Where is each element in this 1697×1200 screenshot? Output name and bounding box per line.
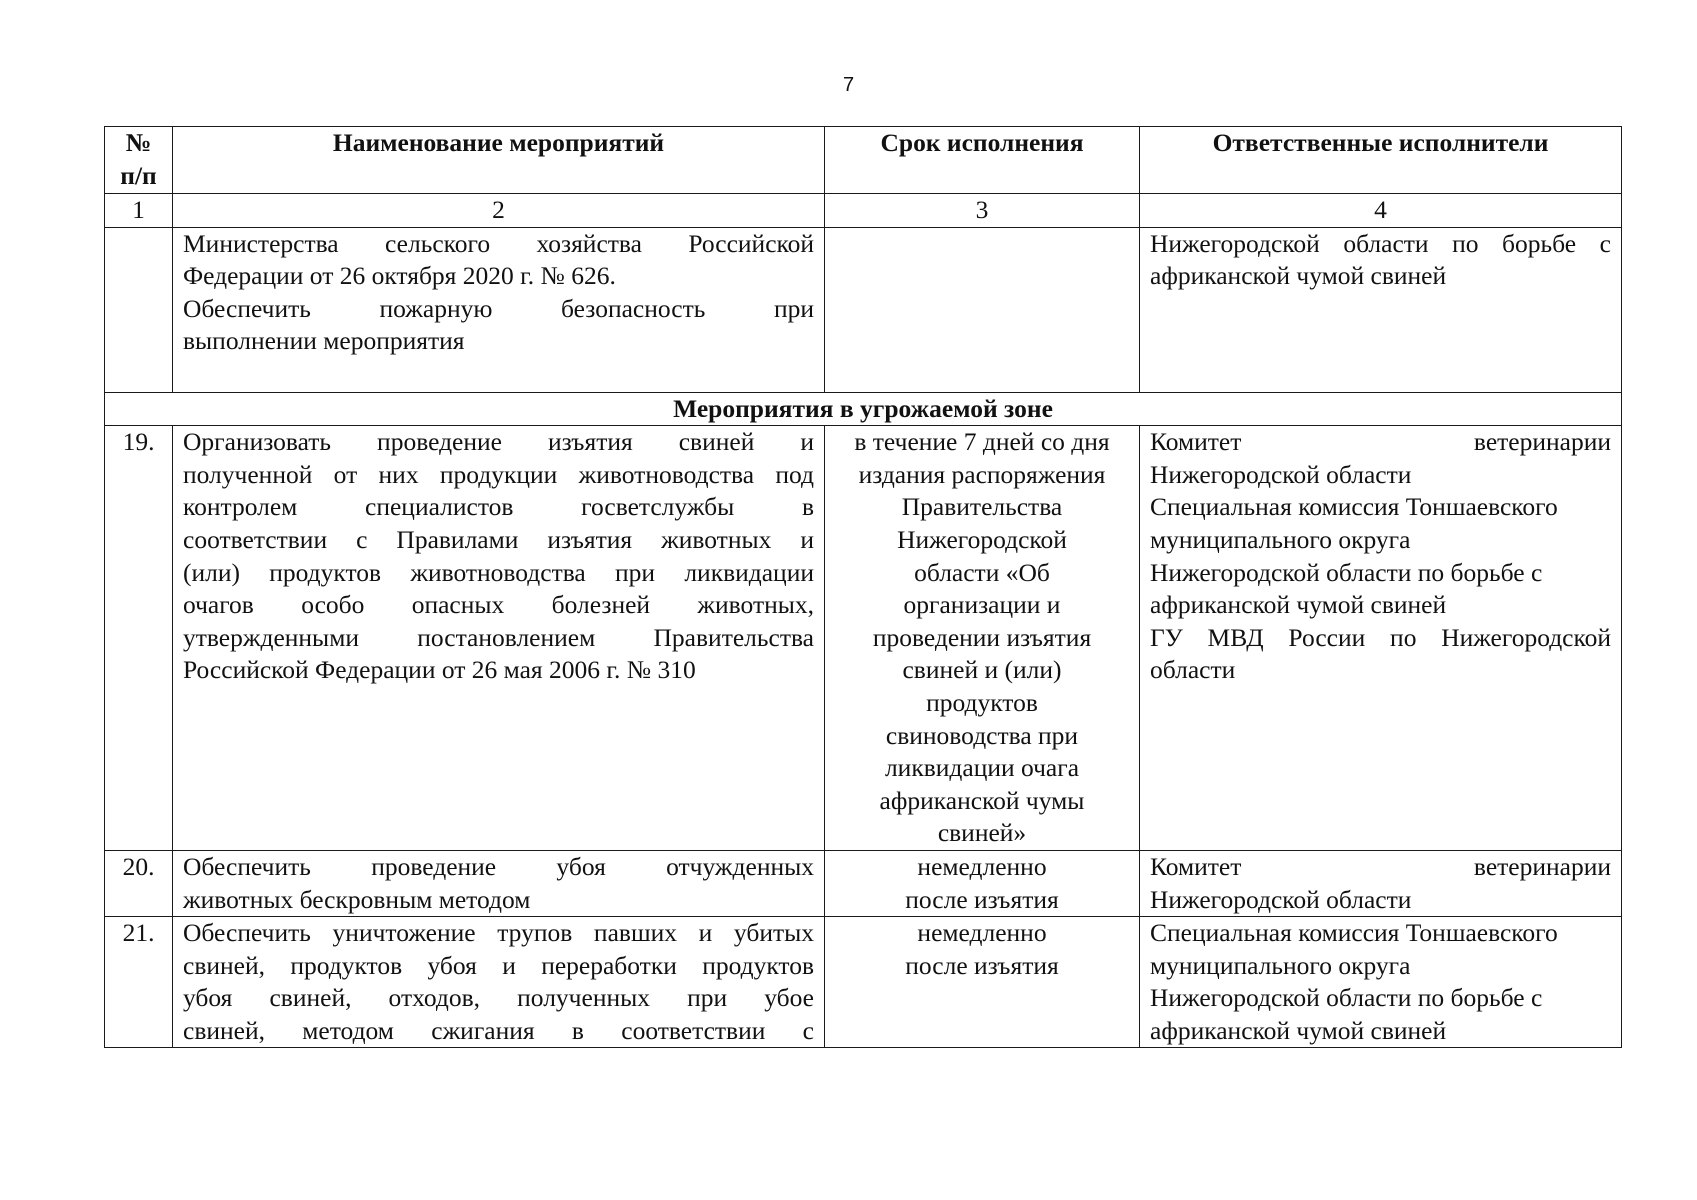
text-line: Нижегородской bbox=[897, 524, 1067, 554]
header-number-line1: № bbox=[125, 128, 152, 157]
text-line: области «Об bbox=[914, 557, 1050, 587]
text-line: Правительства bbox=[901, 492, 1063, 522]
text-line: Нижегородской области по борьбе с bbox=[1150, 983, 1543, 1013]
text-line: свиней и (или) bbox=[902, 655, 1062, 685]
column-number-3: 3 bbox=[825, 194, 1140, 228]
text-line: очагов особо опасных болезней животных, bbox=[183, 590, 814, 620]
text-line: в течение 7 дней со дня bbox=[854, 427, 1110, 457]
table-row bbox=[105, 426, 1622, 851]
text-line: издания распоряжения bbox=[858, 459, 1106, 489]
table-header-row bbox=[105, 127, 1622, 194]
row-continuation-num bbox=[105, 227, 173, 392]
text-line: Специальная комиссия Тоншаевского bbox=[1150, 918, 1558, 948]
row-continuation-name bbox=[173, 227, 825, 392]
column-number-4: 4 bbox=[1140, 194, 1622, 228]
text-line: немедленно bbox=[917, 851, 1047, 881]
text-line: Нижегородской области bbox=[1150, 459, 1412, 489]
text-line: животных бескровным методом bbox=[183, 884, 531, 914]
row-continuation-term bbox=[825, 227, 1140, 392]
text-line: Российской Федерации от 26 мая 2006 г. № 310 bbox=[183, 655, 696, 685]
header-number bbox=[105, 127, 173, 194]
table-row bbox=[105, 917, 1622, 1048]
text-line: (или) продуктов животноводства при ликвидации bbox=[183, 557, 814, 587]
text-line: выполнении мероприятия bbox=[183, 326, 465, 356]
row-executors bbox=[1140, 426, 1622, 851]
text-line: свиней, продуктов убоя и переработки продуктов bbox=[183, 950, 814, 980]
text-line: немедленно bbox=[917, 918, 1047, 948]
column-number-2: 2 bbox=[173, 194, 825, 228]
row-name bbox=[173, 850, 825, 916]
text-line: полученной от них продукции животноводства под bbox=[183, 459, 814, 489]
text-line: после изъятия bbox=[905, 884, 1059, 914]
row-term bbox=[825, 917, 1140, 1048]
text-line: Обеспечить проведение убоя отчужденных bbox=[183, 851, 814, 881]
text-line: области bbox=[1150, 655, 1236, 685]
column-number-1: 1 bbox=[105, 194, 173, 228]
text-line: Обеспечить уничтожение трупов павших и убитых bbox=[183, 918, 814, 948]
text-line: утвержденными постановлением Правительства bbox=[183, 622, 814, 652]
text-line: свиней» bbox=[937, 818, 1027, 848]
text-line: африканской чумой свиней bbox=[1150, 590, 1447, 620]
text-line: Комитет ветеринарии bbox=[1150, 427, 1611, 457]
text-line: ликвидации очага bbox=[884, 753, 1080, 783]
text-line: убоя свиней, отходов, полученных при убое bbox=[183, 983, 814, 1013]
row-name bbox=[173, 917, 825, 1048]
header-number-line2: п/п bbox=[120, 160, 157, 190]
row-number: 20. bbox=[105, 850, 173, 916]
text-line: Нижегородской области bbox=[1150, 884, 1412, 914]
text-line: Нижегородской области по борьбе с bbox=[1150, 228, 1611, 258]
text-line: африканской чумы bbox=[879, 785, 1085, 815]
text-line: проведении изъятия bbox=[872, 622, 1092, 652]
text-line: Министерства сельского хозяйства Российской bbox=[183, 228, 814, 258]
column-numbers-row bbox=[105, 194, 1622, 228]
text-line: Федерации от 26 октября 2020 г. № 626. bbox=[183, 261, 616, 291]
text-line: Нижегородской области по борьбе с bbox=[1150, 557, 1543, 587]
row-term bbox=[825, 850, 1140, 916]
measures-table bbox=[104, 126, 1622, 1048]
row-executors bbox=[1140, 850, 1622, 916]
header-name: Наименование мероприятий bbox=[173, 127, 825, 194]
text-line: Комитет ветеринарии bbox=[1150, 851, 1611, 881]
row-continuation-executors bbox=[1140, 227, 1622, 392]
row-name bbox=[173, 426, 825, 851]
row-number: 19. bbox=[105, 426, 173, 851]
text-line: контролем специалистов госветслужбы в bbox=[183, 492, 814, 522]
text-line: свиноводства при bbox=[885, 720, 1079, 750]
text-line: после изъятия bbox=[905, 950, 1059, 980]
table-row-continuation bbox=[105, 227, 1622, 392]
text-line: организации и bbox=[903, 590, 1061, 620]
section-row bbox=[105, 392, 1622, 426]
row-executors bbox=[1140, 917, 1622, 1048]
table-row bbox=[105, 850, 1622, 916]
header-executors: Ответственные исполнители bbox=[1140, 127, 1622, 194]
text-line: продуктов bbox=[926, 687, 1038, 717]
row-number: 21. bbox=[105, 917, 173, 1048]
text-line: свиней, методом сжигания в соответствии с bbox=[183, 1015, 814, 1045]
text-line: соответствии с Правилами изъятия животных и bbox=[183, 524, 814, 554]
text-line: Организовать проведение изъятия свиней и bbox=[183, 427, 814, 457]
text-line: африканской чумой свиней bbox=[1150, 261, 1447, 291]
text-line: Обеспечить пожарную безопасность при bbox=[183, 293, 814, 323]
page-number: 7 bbox=[842, 74, 855, 96]
text-line: Специальная комиссия Тоншаевского bbox=[1150, 492, 1558, 522]
text-line: муниципального округа bbox=[1150, 524, 1411, 554]
row-term bbox=[825, 426, 1140, 851]
section-title: Мероприятия в угрожаемой зоне bbox=[105, 392, 1622, 426]
header-term: Срок исполнения bbox=[825, 127, 1140, 194]
text-line: африканской чумой свиней bbox=[1150, 1015, 1447, 1045]
text-line: муниципального округа bbox=[1150, 950, 1411, 980]
text-line: ГУ МВД России по Нижегородской bbox=[1150, 622, 1611, 652]
